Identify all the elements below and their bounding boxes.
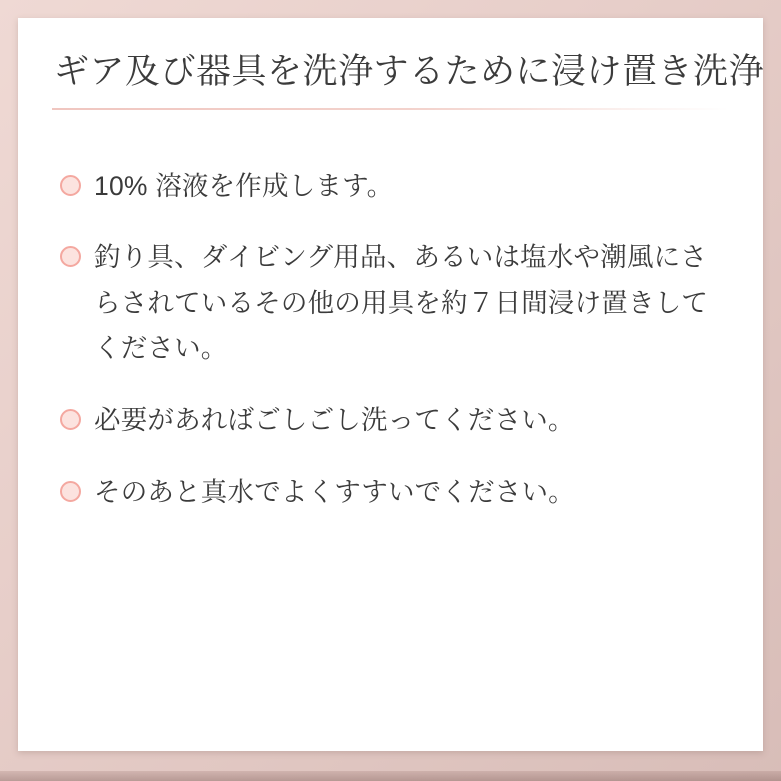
list-item-text: 必要があればごしごし洗ってください。 (94, 405, 575, 436)
page-title: ギア及び器具を洗浄するために浸け置き洗浄 (54, 52, 765, 91)
list-item (60, 470, 719, 516)
circle-bullet-icon (60, 481, 81, 502)
list-item-text: 釣り具、ダイビング用品、あるいは塩水や潮風にさらされているその他の用具を約７日間浸け置きしてください。 (94, 242, 709, 364)
circle-bullet-icon (60, 175, 81, 196)
bullet-list (52, 164, 729, 515)
list-item-text: そのあと真水でよくすすいでください。 (94, 476, 575, 507)
list-item-text: 10% 溶液を作成します。 (94, 170, 394, 201)
list-item (60, 235, 719, 372)
circle-bullet-icon (60, 409, 81, 430)
slide-card (18, 18, 763, 751)
title-divider (52, 108, 729, 110)
circle-bullet-icon (60, 246, 81, 267)
list-item (60, 164, 719, 210)
list-item (60, 398, 719, 444)
